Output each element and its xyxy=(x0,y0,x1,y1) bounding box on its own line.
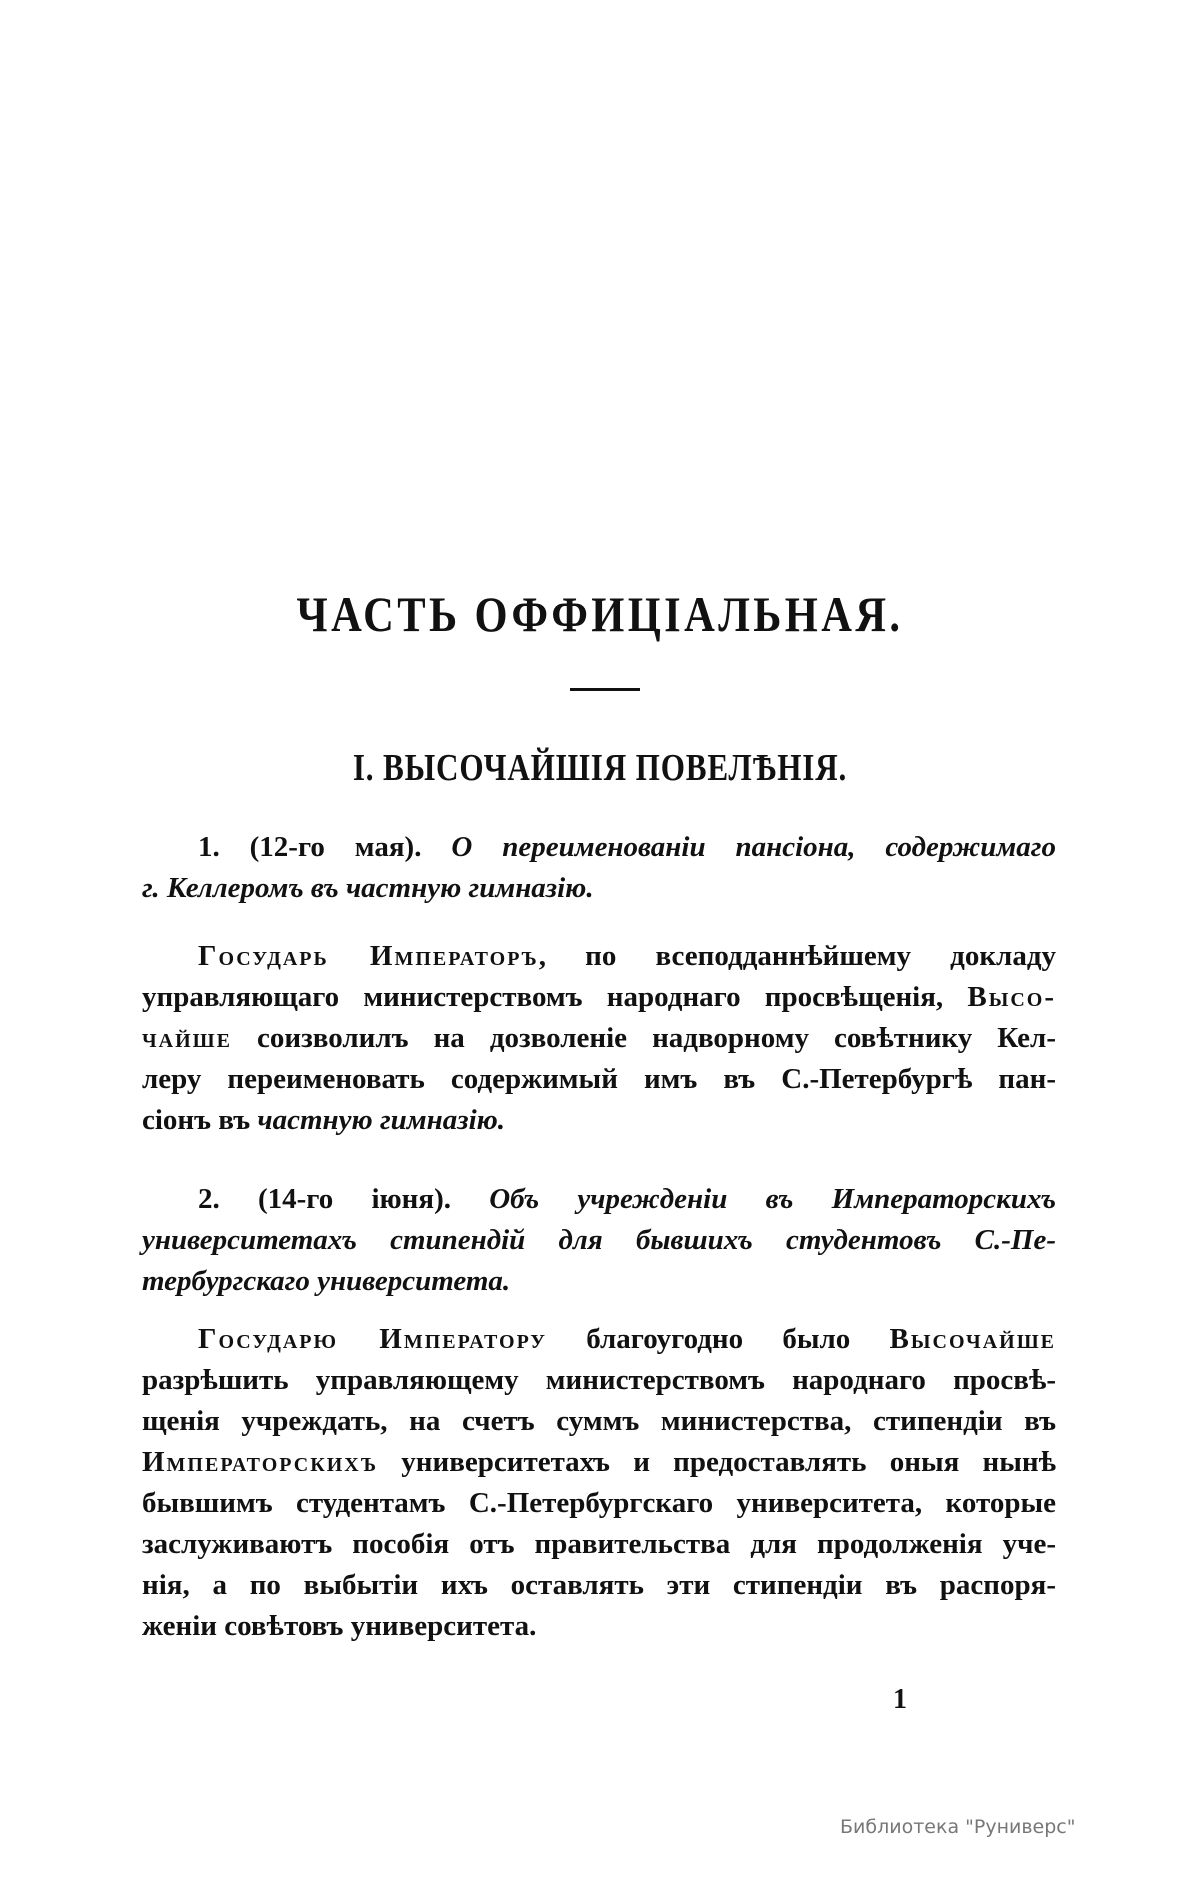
text-segment: 2. (14-го іюня). xyxy=(198,1183,490,1215)
text-segment: университетахъ стипендій для бывшихъ студентовъ С.-Пе- xyxy=(142,1224,1056,1256)
text-line xyxy=(198,1321,1056,1357)
text-segment: управляющаго министерствомъ народнаго просвѣщенія, xyxy=(142,981,968,1013)
text-line xyxy=(198,938,1056,974)
text-segment: частную гимназію. xyxy=(257,1104,506,1136)
text-segment: Императорскихъ xyxy=(142,1446,379,1478)
text-segment: женіи совѣтовъ университета. xyxy=(142,1610,537,1642)
text-segment: соизволилъ на дозволеніе надворному совѣтнику Кел- xyxy=(231,1022,1056,1054)
text-segment: разрѣшить управляющему министерствомъ народнаго просвѣ- xyxy=(142,1364,1056,1396)
text-segment: университетахъ и предоставлять оныя нынѣ xyxy=(378,1446,1056,1478)
text-line xyxy=(142,1444,1056,1480)
text-line xyxy=(142,1567,1056,1603)
text-line xyxy=(142,1403,1056,1439)
text-line xyxy=(198,1181,1056,1217)
text-segment: О переименованіи пансіона, содержимаго xyxy=(451,831,1056,863)
divider xyxy=(570,688,640,691)
text-line xyxy=(142,979,1056,1015)
text-segment: щенія учреждать, на счетъ суммъ министерства, стипендіи въ xyxy=(142,1405,1056,1437)
text-segment: Объ учрежденіи въ Императорскихъ xyxy=(489,1183,1056,1215)
part-title: ЧАСТЬ ОФФИЦІАЛЬНАЯ. xyxy=(296,586,904,642)
text-line xyxy=(142,1020,1056,1056)
text-line xyxy=(142,1222,1056,1258)
text-line xyxy=(142,1263,1056,1299)
text-segment: , по всеподданнѣйшему докладу xyxy=(538,940,1056,972)
page-number: 1 xyxy=(893,1684,907,1715)
section-heading: I. ВЫСОЧАЙШІЯ ПОВЕЛѢНІЯ. xyxy=(352,747,848,789)
text-line xyxy=(142,1485,1056,1521)
text-line xyxy=(142,1102,1056,1138)
text-segment: г. Келлеромъ въ частную гимназію. xyxy=(142,872,594,904)
text-line xyxy=(142,1061,1056,1097)
text-segment: Государю Императору xyxy=(198,1323,547,1355)
watermark: Библиотека "Руниверс" xyxy=(840,1816,1076,1838)
text-line xyxy=(142,870,1056,906)
text-segment: Высо- xyxy=(967,981,1056,1013)
text-segment: Государь Императоръ xyxy=(198,940,539,972)
text-segment: бывшимъ студентамъ С.-Петербургскаго университета, которые xyxy=(142,1487,1056,1519)
text-line xyxy=(142,1608,1056,1644)
text-segment: леру переименовать содержимый имъ въ С.-Петербургѣ пан- xyxy=(142,1063,1056,1095)
text-segment: тербургскаго университета. xyxy=(142,1265,511,1297)
text-segment: чайше xyxy=(142,1022,232,1054)
text-segment: нія, а по выбытіи ихъ оставлять эти стипендіи въ распоря- xyxy=(142,1569,1056,1601)
text-segment: сіонъ въ xyxy=(142,1104,258,1136)
text-line xyxy=(142,1526,1056,1562)
text-line xyxy=(198,829,1056,865)
text-segment: заслуживаютъ пособія отъ правительства для продолженія уче- xyxy=(142,1528,1056,1560)
text-segment: благоугодно было xyxy=(546,1323,890,1355)
text-segment: 1. (12-го мая). xyxy=(198,831,452,863)
text-line xyxy=(142,1362,1056,1398)
text-segment: Высочайше xyxy=(889,1323,1056,1355)
